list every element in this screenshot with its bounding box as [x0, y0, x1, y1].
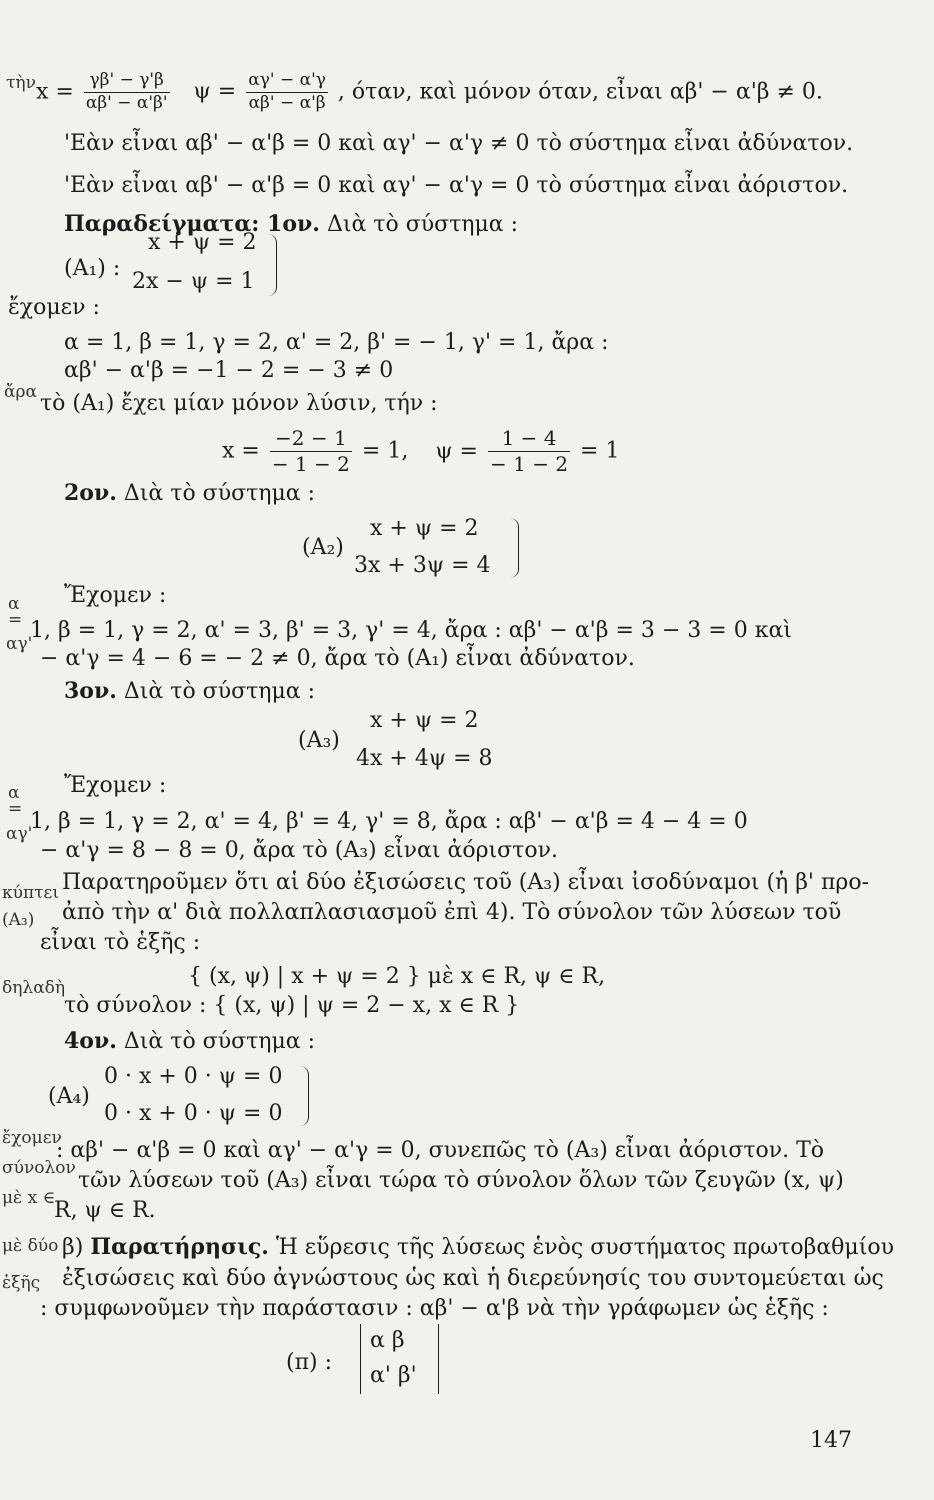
numerator: 1 − 4	[488, 428, 570, 452]
margin-text: =	[8, 799, 23, 819]
text: , όταν, καὶ μόνον όταν, εἶναι αβ' − α'β ≠ 0.	[337, 79, 823, 105]
equation: x + ψ = 2	[370, 516, 479, 541]
system-brace	[300, 1066, 309, 1126]
text-line: R, ψ ∈ R.	[54, 1198, 156, 1223]
margin-text: μὲ δύο	[2, 1236, 59, 1256]
text-line: 1, β = 1, γ = 2, α' = 3, β' = 3, γ' = 4, ἄρα : αβ' − α'β = 3 − 3 = 0 καὶ	[30, 618, 792, 643]
equation: x + ψ = 2	[370, 708, 479, 733]
solution-line	[222, 428, 619, 475]
determinant-bar-left	[360, 1324, 361, 1394]
text-line: ἀπὸ τὴν α' διὰ πολλαπλασιασμοῦ ἐπὶ 4). Τὸ σύνολον τῶν λύσεων τοῦ	[62, 900, 842, 925]
section-heading: Παραδείγματα: 1ον.	[64, 211, 320, 237]
margin-text: =	[8, 610, 23, 630]
text: = 1,	[361, 438, 409, 464]
text-line: τὸ σύνολον : { (x, ψ) | ψ = 2 − x, x ∈ R }	[64, 993, 520, 1018]
text-line: αβ' − α'β = −1 − 2 = − 3 ≠ 0	[64, 358, 394, 383]
equation: x + ψ = 2	[148, 230, 257, 255]
margin-text: δηλαδὴ	[2, 978, 66, 998]
equation: 0 · x + 0 · ψ = 0	[104, 1064, 283, 1089]
text: Διὰ τὸ σύστημα :	[123, 679, 315, 704]
text: ψ =	[193, 79, 237, 105]
text: Διὰ τὸ σύστημα :	[123, 481, 315, 506]
margin-text: ἔχομεν	[2, 1128, 62, 1148]
margin-text: αγ'	[6, 634, 33, 654]
text-line: Ἔχομεν :	[64, 583, 167, 608]
text-line: − α'γ = 8 − 8 = 0, ἄρα τὸ (A₃) εἶναι ἀόριστον.	[40, 838, 558, 863]
fraction	[84, 72, 170, 113]
text-line: − α'γ = 4 − 6 = − 2 ≠ 0, ἄρα τὸ (A₁) εἶναι ἀδύνατον.	[40, 646, 635, 671]
text-line: 'Εὰν εἶναι αβ' − α'β = 0 καὶ αγ' − α'γ ≠ 0 τὸ σύστημα εἶναι ἀδύνατον.	[64, 131, 854, 156]
numerator: γβ' − γ'β	[84, 72, 170, 93]
text-line: Παρατηροῦμεν ὅτι αἱ δύο ἐξισώσεις τοῦ (A₃) εἶναι ἰσοδύναμοι (ἡ β' προ-	[62, 870, 870, 895]
text-line: : συμφωνοῦμεν τὴν παράστασιν : αβ' − α'β νὰ τὴν γράφωμεν ὡς ἑξῆς :	[40, 1296, 829, 1321]
page-number: 147	[810, 1428, 852, 1453]
fraction	[270, 428, 352, 475]
system-label: (A₂)	[302, 535, 344, 560]
text: x =	[222, 438, 260, 464]
text-line	[64, 1030, 315, 1053]
system-brace	[268, 234, 277, 296]
margin-text: ἄρα	[4, 382, 37, 402]
pi-label: (π) :	[286, 1350, 333, 1375]
text-line: εἶναι τὸ ἑξῆς :	[40, 930, 201, 955]
section-heading: 4ον.	[64, 1028, 117, 1054]
text-line: : αβ' − α'β = 0 καὶ αγ' − α'γ = 0, συνεπῶς τὸ (A₃) εἶναι ἀόριστον. Τὸ	[56, 1138, 825, 1163]
determinant-row: α β	[370, 1328, 405, 1353]
denominator: αβ' − α'β'	[85, 92, 168, 113]
determinant-bar-right	[438, 1324, 439, 1394]
equation: 4x + 4ψ = 8	[356, 746, 493, 771]
text: x =	[36, 79, 74, 105]
margin-text: α	[8, 594, 20, 614]
denominator: − 1 − 2	[490, 452, 569, 476]
margin-text: κύπτει	[2, 883, 60, 903]
margin-text: αγ'	[6, 824, 33, 844]
determinant-row: α' β'	[370, 1363, 417, 1388]
text-line: ἐξισώσεις καὶ δύο ἀγνώστους ὡς καὶ ἡ διερεύνησίς του συντομεύεται ὡς	[62, 1266, 884, 1291]
text: Διὰ τὸ σύστημα :	[326, 212, 519, 237]
section-heading: 3ον.	[64, 678, 117, 704]
text: = 1	[580, 438, 620, 464]
margin-text: μὲ x ∈	[2, 1188, 56, 1208]
equation: 2x − ψ = 1	[132, 269, 255, 294]
system-label: (A₃)	[298, 728, 340, 753]
text-line	[64, 680, 315, 703]
system-brace	[510, 518, 519, 578]
text-line: 'Εὰν εἶναι αβ' − α'β = 0 καὶ αγ' − α'γ = 0 τὸ σύστημα εἶναι ἀόριστον.	[64, 173, 849, 198]
set-expression: { (x, ψ) | x + ψ = 2 } μὲ x ∈ R, ψ ∈ R,	[188, 964, 606, 989]
margin-text: (A₃)	[2, 910, 35, 930]
text-line: τῶν λύσεων τοῦ (A₃) εἶναι τώρα τὸ σύνολον ὅλων τῶν ζευγῶν (x, ψ)	[78, 1168, 844, 1193]
text-line	[64, 482, 315, 505]
equation: 0 · x + 0 · ψ = 0	[104, 1101, 283, 1126]
system-label: (A₄)	[48, 1084, 90, 1109]
numerator: αγ' − α'γ	[246, 72, 328, 93]
text: β)	[62, 1235, 84, 1260]
text-line	[62, 1236, 894, 1259]
section-heading: 2ον.	[64, 480, 117, 506]
text-line: Ἔχομεν :	[64, 773, 167, 798]
text-line: 1, β = 1, γ = 2, α' = 4, β' = 4, γ' = 8, ἄρα : αβ' − α'β = 4 − 4 = 0	[30, 809, 748, 834]
denominator: − 1 − 2	[271, 452, 350, 476]
text-line: ἔχομεν :	[8, 295, 100, 320]
margin-text: τὴν	[6, 73, 36, 93]
text: Ἡ εὕρεσις τῆς λύσεως ἑνὸς συστήματος πρωτοβαθμίου	[275, 1235, 894, 1260]
system-label: (A₁) :	[64, 256, 121, 281]
section-heading: Παρατήρησις.	[90, 1234, 269, 1260]
equation: 3x + 3ψ = 4	[354, 553, 491, 578]
formula-line	[36, 72, 823, 113]
margin-text: α	[8, 783, 20, 803]
numerator: −2 − 1	[270, 428, 352, 452]
text: ψ =	[435, 438, 478, 464]
text: Διὰ τὸ σύστημα :	[123, 1029, 315, 1054]
text-line: τὸ (A₁) ἔχει μίαν μόνον λύσιν, τήν :	[40, 391, 438, 416]
fraction	[246, 72, 328, 113]
margin-text: ἑξῆς	[2, 1273, 41, 1293]
text-line	[64, 213, 518, 236]
text-line: α = 1, β = 1, γ = 2, α' = 2, β' = − 1, γ' = 1, ἄρα :	[64, 330, 609, 355]
fraction	[488, 428, 570, 475]
margin-text: σύνολον	[2, 1158, 76, 1178]
denominator: αβ' − α'β	[248, 92, 326, 113]
